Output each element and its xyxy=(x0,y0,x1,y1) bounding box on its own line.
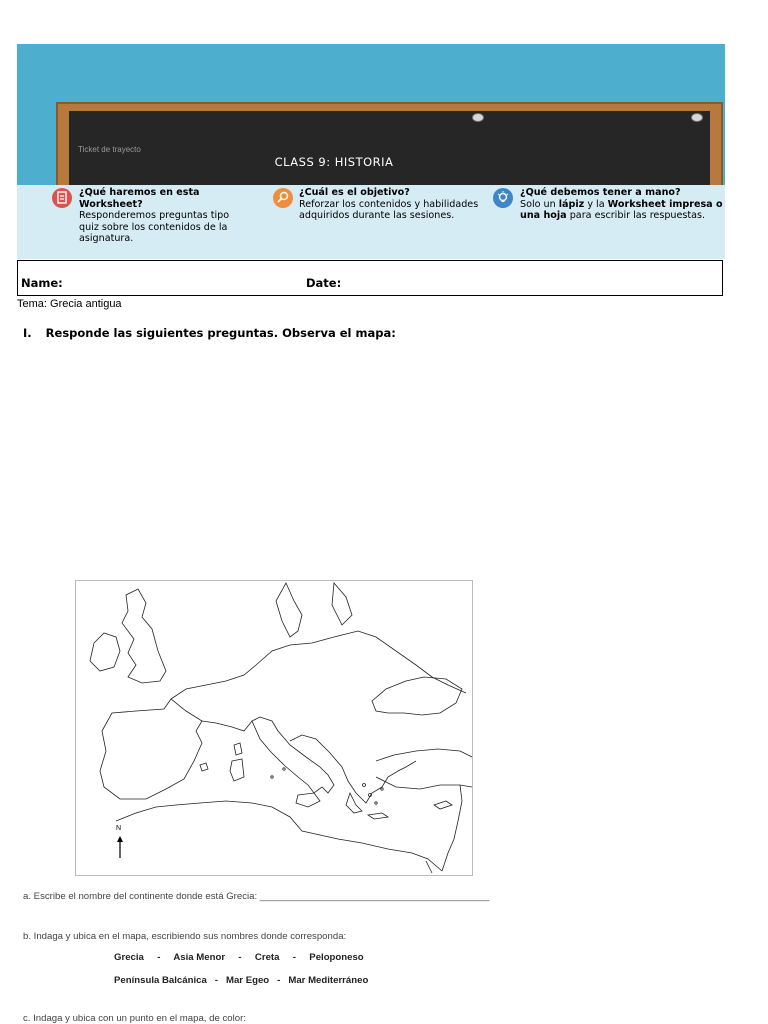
north-arrow-icon xyxy=(116,836,124,862)
section-number: I. xyxy=(23,326,32,340)
topic-line: Tema: Grecia antigua xyxy=(17,298,122,310)
question-c: c. Indaga y ubica con un punto en el mapa, de color: xyxy=(23,1013,246,1024)
info-materials xyxy=(520,187,725,222)
magnet-icon xyxy=(472,113,484,122)
question-a-text: a. Escribe el nombre del continente donde está Grecia: xyxy=(23,891,260,902)
info-strip xyxy=(17,185,725,259)
question-b: b. Indaga y ubica en el mapa, escribiendo sus nombres donde corresponda: xyxy=(23,931,347,942)
name-date-box xyxy=(17,260,723,296)
class-title: CLASS 9: HISTORIA xyxy=(274,155,394,169)
worksheet-icon xyxy=(52,188,72,208)
section-heading xyxy=(23,326,396,340)
name-label: Name: xyxy=(21,276,63,290)
answer-text: y la xyxy=(584,198,608,210)
info-what-question: ¿Qué haremos en esta Worksheet? xyxy=(79,187,200,210)
lightbulb-icon xyxy=(493,188,513,208)
word-list-line-2: Península Balcánica - Mar Egeo - Mar Mediterráneo xyxy=(114,975,369,986)
info-objective-question: ¿Cuál es el objetivo? xyxy=(299,187,410,198)
answer-bold: lápiz xyxy=(558,198,585,210)
north-label: N xyxy=(116,825,122,832)
section-title: Responde las siguientes preguntas. Observa el mapa: xyxy=(45,326,396,340)
info-what-answer: Responderemos preguntas tipo quiz sobre los contenidos de la asignatura. xyxy=(79,210,230,244)
header-banner xyxy=(17,44,725,185)
info-materials-answer xyxy=(520,199,725,222)
magnet-icon xyxy=(691,113,703,122)
date-label: Date: xyxy=(306,276,342,290)
info-objective-answer: Reforzar los contenidos y habilidades adquiridos durante las sesiones. xyxy=(299,198,479,221)
answer-text: para escribir las respuestas. xyxy=(566,210,706,221)
question-a xyxy=(23,891,489,902)
mediterranean-map xyxy=(75,580,473,876)
search-icon xyxy=(273,188,293,208)
answer-bold: Worksheet impresa o una hoja xyxy=(520,198,723,221)
answer-text: Solo un xyxy=(520,198,559,210)
ticket-label: Ticket de trayecto xyxy=(78,145,141,154)
answer-blank-a: ___________________________________________ xyxy=(259,891,490,902)
info-materials-question: ¿Qué debemos tener a mano? xyxy=(520,187,681,198)
info-objective xyxy=(299,187,479,222)
word-list-line-1: Grecia - Asia Menor - Creta - Peloponeso xyxy=(114,952,364,963)
info-what xyxy=(79,187,249,245)
